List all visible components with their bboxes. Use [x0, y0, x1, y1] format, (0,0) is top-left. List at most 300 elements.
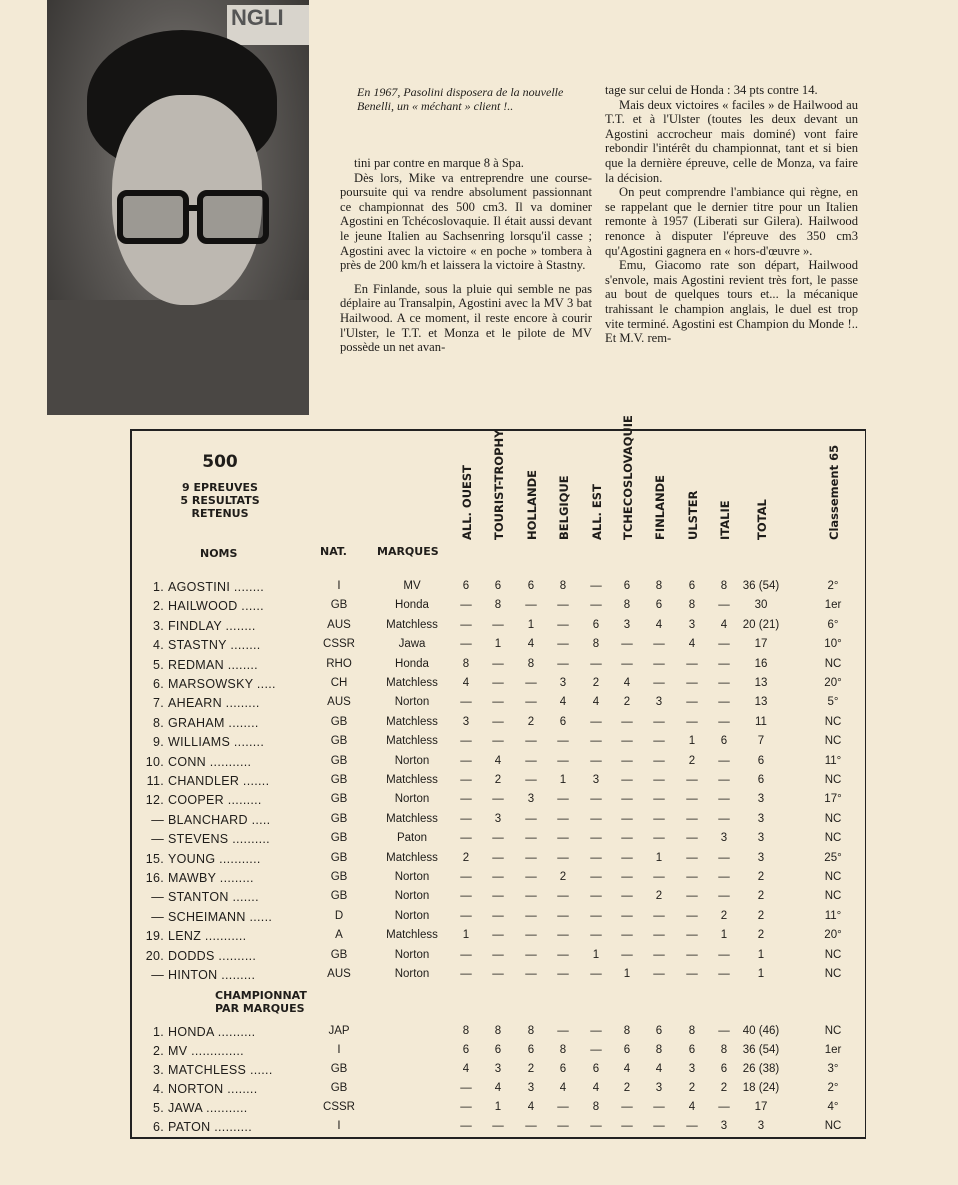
table-cell: — — [525, 890, 537, 903]
table-cell: NC — [824, 715, 842, 728]
table-cell: 3 — [688, 1063, 696, 1075]
class-title: 500 — [202, 452, 238, 472]
marque-name: NORTON ........ — [168, 1082, 258, 1096]
table-cell: 11 — [755, 715, 767, 728]
table-cell: — — [621, 774, 633, 786]
table-cell: 6 — [655, 599, 663, 612]
table-cell: 30 — [754, 599, 768, 612]
table-cell: 2 — [757, 871, 765, 883]
table-cell: 3 — [527, 1082, 535, 1094]
table-cell: Matchless — [386, 618, 438, 631]
table-cell: — — [525, 871, 537, 883]
table-cell: 6. — [152, 1120, 164, 1134]
table-cell: — — [653, 812, 665, 825]
table-cell: 6 — [688, 580, 696, 592]
table-cell: 4 — [688, 638, 696, 651]
table-cell: Honda — [395, 599, 429, 612]
table-cell: 2° — [827, 1082, 839, 1094]
table-cell: 16 — [754, 657, 768, 670]
column-header: TOURIST-TROPHY — [492, 429, 506, 540]
table-cell: 3. — [152, 1063, 164, 1077]
table-cell: — — [151, 832, 164, 847]
table-cell: GB — [330, 948, 348, 961]
table-cell: 3 — [720, 832, 728, 845]
table-cell: — — [590, 754, 602, 767]
table-cell: Norton — [394, 909, 430, 922]
table-cell: — — [557, 968, 569, 980]
table-cell: 25° — [824, 851, 842, 864]
table-cell: Matchless — [386, 851, 438, 864]
table-cell: — — [718, 968, 730, 980]
table-cell: — — [557, 832, 569, 845]
table-cell: 4 — [623, 677, 631, 689]
table-cell: 3 — [527, 793, 535, 806]
table-cell: 3 — [655, 696, 663, 709]
table-cell: — — [151, 909, 164, 924]
table-cell: 1 — [688, 735, 696, 748]
rider-name: CHANDLER ....... — [168, 774, 270, 788]
table-cell: — — [557, 1120, 569, 1132]
table-cell: — — [686, 774, 698, 786]
table-cell: 8. — [152, 715, 164, 730]
table-cell: 17 — [754, 638, 768, 651]
table-cell: 20 (21) — [742, 618, 780, 631]
table-cell: — — [460, 696, 472, 709]
table-cell: 8 — [462, 657, 470, 670]
table-cell: GB — [330, 599, 348, 612]
table-cell: — — [525, 968, 537, 980]
table-cell: 6 — [559, 715, 567, 728]
table-cell: — — [492, 832, 504, 845]
table-cell: — — [492, 657, 504, 670]
table-cell: 26 (38) — [742, 1063, 780, 1075]
table-cell: 8 — [655, 1044, 663, 1056]
table-cell: — — [525, 812, 537, 825]
marque-name: JAWA ........... — [168, 1101, 248, 1115]
table-cell: 4 — [462, 1063, 470, 1075]
table-cell: — — [621, 1101, 633, 1113]
table-cell: — — [525, 774, 537, 786]
marque-name: MATCHLESS ...... — [168, 1063, 273, 1077]
table-cell: 6 — [494, 580, 502, 592]
table-cell: 16. — [145, 871, 164, 885]
rider-name: STANTON ....... — [168, 890, 259, 905]
table-cell: — — [492, 793, 504, 806]
table-cell: 10° — [824, 638, 842, 651]
table-cell: — — [492, 1120, 504, 1132]
table-cell: — — [621, 793, 633, 806]
table-cell: GB — [330, 871, 348, 883]
table-cell: — — [686, 696, 698, 709]
table-cell: — — [653, 1101, 665, 1113]
rider-name: STASTNY ........ — [168, 638, 261, 653]
table-cell: — — [621, 929, 633, 942]
column-header: ALL. OUEST — [460, 464, 474, 540]
table-cell: 4. — [152, 638, 164, 653]
table-cell: Norton — [394, 968, 430, 980]
table-cell: 4 — [655, 1063, 663, 1075]
table-cell: 12. — [145, 793, 164, 808]
table-cell: — — [460, 1101, 472, 1113]
table-cell: I — [337, 1044, 341, 1056]
table-cell: AUS — [327, 618, 351, 631]
table-cell: 2 — [592, 677, 600, 689]
table-cell: 1. — [152, 580, 164, 594]
table-cell: 6 — [527, 1044, 535, 1056]
table-cell: — — [460, 909, 472, 922]
rider-name: HINTON ......... — [168, 968, 256, 982]
table-cell: — — [557, 1025, 569, 1037]
table-cell: 8 — [688, 599, 696, 612]
table-cell: — — [525, 851, 537, 864]
table-cell: — — [557, 909, 569, 922]
table-cell: — — [525, 909, 537, 922]
table-cell: — — [718, 754, 730, 767]
rider-name: AHEARN ......... — [168, 696, 260, 711]
table-cell: — — [590, 909, 602, 922]
table-cell: 2 — [494, 774, 502, 786]
table-cell: — — [621, 832, 633, 845]
paragraph: Dès lors, Mike va entreprendre une course-poursuite qui va rendre absolument passionnant ce championnat des 500 cm3. Il va dominer Agostini en Tchécoslovaquie. Il était aussi devant le jeune Italien au Sachsenring lorsqu'il casse ; Agostini avec la victoire « en poche » tombera à près de 200 km/h et laissera la victoire à Stastny. — [340, 170, 592, 273]
table-cell: Matchless — [386, 812, 438, 825]
table-cell: 3 — [757, 1120, 765, 1132]
table-cell: 40 (46) — [742, 1025, 780, 1037]
table-cell: 4 — [462, 677, 470, 689]
table-cell: 6. — [152, 677, 164, 691]
table-cell: 8 — [559, 1044, 567, 1056]
table-cell: — — [492, 909, 504, 922]
table-cell: 17° — [824, 793, 842, 806]
table-cell: Norton — [394, 871, 430, 883]
table-cell: — — [621, 909, 633, 922]
table-cell: — — [557, 793, 569, 806]
table-cell: 8 — [688, 1025, 696, 1037]
table-cell: — — [590, 812, 602, 825]
table-cell: — — [686, 871, 698, 883]
table-cell: 36 (54) — [742, 1044, 780, 1056]
table-cell: — — [653, 657, 665, 670]
table-cell: Honda — [395, 657, 429, 670]
table-cell: — — [718, 715, 730, 728]
table-cell: 3 — [494, 1063, 502, 1075]
table-cell: — — [460, 812, 472, 825]
table-cell: 4. — [152, 1082, 164, 1096]
table-cell: — — [621, 890, 633, 903]
rider-name: REDMAN ........ — [168, 657, 258, 672]
table-cell: — — [686, 909, 698, 922]
table-cell: — — [557, 735, 569, 748]
table-cell: 3 — [462, 715, 470, 728]
table-cell: — — [718, 871, 730, 883]
table-cell: MV — [403, 580, 421, 592]
table-cell: — — [686, 968, 698, 980]
table-cell: 1 — [559, 774, 567, 786]
table-cell: — — [492, 696, 504, 709]
table-cell: — — [621, 735, 633, 748]
table-cell: 6 — [720, 1063, 728, 1075]
glasses-bridge — [187, 205, 199, 211]
table-cell: 9. — [152, 735, 164, 750]
table-cell: — — [525, 599, 537, 612]
table-cell: Matchless — [386, 735, 438, 748]
table-cell: — — [653, 735, 665, 748]
table-cell: Matchless — [386, 677, 438, 689]
table-cell: 1 — [592, 948, 600, 961]
shirt — [47, 300, 309, 415]
table-cell: 2 — [688, 1082, 696, 1094]
table-cell: — — [460, 599, 472, 612]
table-cell: 6 — [592, 1063, 600, 1075]
table-cell: — — [718, 657, 730, 670]
table-cell: — — [590, 890, 602, 903]
table-cell: 1. — [152, 1025, 164, 1039]
table-cell: — — [525, 677, 537, 689]
table-cell: — — [525, 735, 537, 748]
table-cell: 6 — [688, 1044, 696, 1056]
paragraph: tage sur celui de Honda : 34 pts contre 14. — [605, 83, 818, 97]
rider-name: HAILWOOD ...... — [168, 599, 264, 614]
table-cell: 20. — [145, 948, 164, 963]
table-cell: 3 — [655, 1082, 663, 1094]
marque-name: PATON .......... — [168, 1120, 252, 1134]
table-cell: 4 — [527, 1101, 535, 1113]
table-cell: 2 — [623, 696, 631, 709]
table-cell: — — [653, 754, 665, 767]
table-cell: — — [460, 890, 472, 903]
table-cell: 11° — [824, 909, 842, 922]
table-cell: — — [557, 851, 569, 864]
table-cell: 6 — [623, 1044, 631, 1056]
table-cell: Matchless — [386, 774, 438, 786]
table-cell: — — [460, 618, 472, 631]
table-cell: 6 — [720, 735, 728, 748]
table-cell: NC — [824, 890, 842, 903]
table-cell: GB — [330, 793, 348, 806]
table-cell: 13 — [754, 696, 768, 709]
table-cell: — — [718, 677, 730, 689]
rider-name: SCHEIMANN ...... — [168, 909, 273, 924]
table-cell: Norton — [394, 754, 430, 767]
table-cell: Matchless — [386, 929, 438, 942]
table-cell: — — [557, 812, 569, 825]
table-cell: — — [525, 929, 537, 942]
column-header: FINLANDE — [653, 474, 667, 540]
table-cell: 2 — [559, 871, 567, 883]
table-cell: 6 — [527, 580, 535, 592]
table-cell: — — [151, 890, 164, 905]
table-cell: 3 — [757, 851, 765, 864]
table-cell: CH — [330, 677, 348, 689]
table-cell: — — [460, 638, 472, 651]
table-cell: CSSR — [323, 638, 355, 651]
table-cell: — — [686, 832, 698, 845]
table-cell: 2. — [152, 1044, 164, 1058]
table-cell: 2 — [527, 1063, 535, 1075]
table-cell: 2 — [623, 1082, 631, 1094]
table-cell: 6 — [757, 774, 765, 786]
table-cell: 2 — [757, 909, 765, 922]
table-cell: — — [718, 1025, 730, 1037]
marque-name: MV .............. — [168, 1044, 244, 1058]
table-cell: RHO — [326, 657, 352, 670]
table-cell: 2 — [655, 890, 663, 903]
table-cell: 1 — [757, 968, 765, 980]
table-cell: — — [492, 890, 504, 903]
paragraph: Emu, Giacomo rate son départ, Hailwood s'envole, mais Agostini revient très fort, le passe au bout de quelques tours et... la mécanique trahissant le champion anglais, le duel est trop vite terminé. Agostini est Champion du Monde !.. Et M.V. rem- — [605, 258, 858, 346]
table-cell: NC — [824, 812, 842, 825]
table-cell: — — [151, 968, 164, 982]
table-cell: — — [718, 1101, 730, 1113]
table-cell: Norton — [394, 890, 430, 903]
table-cell: 1 — [494, 638, 502, 651]
table-cell: 11° — [824, 754, 842, 767]
table-cell: — — [557, 890, 569, 903]
table-cell: — — [557, 657, 569, 670]
table-cell: JAP — [328, 1025, 350, 1037]
glasses-left — [117, 190, 189, 244]
table-cell: — — [686, 812, 698, 825]
table-cell: — — [653, 968, 665, 980]
table-cell: — — [621, 657, 633, 670]
table-cell: — — [492, 715, 504, 728]
table-cell: — — [492, 851, 504, 864]
background-sign: NGLI — [227, 5, 309, 45]
table-cell: 4 — [688, 1101, 696, 1113]
table-cell: — — [590, 735, 602, 748]
table-cell: 4 — [527, 638, 535, 651]
table-cell: 8 — [720, 1044, 728, 1056]
marques-title-2: PAR MARQUES — [215, 1002, 305, 1015]
table-cell: — — [718, 890, 730, 903]
table-cell: 6 — [559, 1063, 567, 1075]
rider-name: MAWBY ......... — [168, 871, 254, 885]
table-cell: — — [557, 618, 569, 631]
photo-caption: En 1967, Pasolini disposera de la nouvelle Benelli, un « méchant » client !.. — [357, 85, 564, 113]
table-cell: — — [460, 774, 472, 786]
table-cell: — — [590, 1025, 602, 1037]
table-cell: GB — [330, 812, 348, 825]
rider-name: FINDLAY ........ — [168, 618, 256, 633]
table-cell: — — [686, 715, 698, 728]
table-cell: — — [718, 812, 730, 825]
rider-name: AGOSTINI ........ — [168, 580, 265, 594]
table-cell: — — [460, 948, 472, 961]
table-cell: — — [653, 774, 665, 786]
table-cell: Norton — [394, 948, 430, 961]
table-cell: — — [621, 812, 633, 825]
rider-name: GRAHAM ........ — [168, 715, 259, 730]
table-cell: 2 — [688, 754, 696, 767]
table-cell: — — [686, 851, 698, 864]
table-cell: — — [621, 871, 633, 883]
paragraph: tini par contre en marque 8 à Spa. — [354, 156, 524, 170]
table-cell: GB — [330, 1063, 348, 1075]
table-cell: — — [653, 638, 665, 651]
table-cell: 1 — [655, 851, 663, 864]
table-cell: D — [334, 909, 344, 922]
table-cell: GB — [330, 851, 348, 864]
table-cell: 4 — [592, 1082, 600, 1094]
table-cell: NC — [824, 871, 842, 883]
table-cell: 8 — [655, 580, 663, 592]
table-cell: 2 — [757, 929, 765, 942]
table-cell: Norton — [394, 793, 430, 806]
table-cell: 1er — [824, 599, 842, 612]
header-nat: NAT. — [320, 545, 347, 558]
table-cell: NC — [824, 832, 842, 845]
table-cell: — — [460, 968, 472, 980]
table-cell: 1 — [720, 929, 728, 942]
table-cell: 6 — [462, 580, 470, 592]
table-cell: — — [621, 1120, 633, 1132]
table-cell: — — [653, 715, 665, 728]
table-cell: Norton — [394, 696, 430, 709]
table-cell: 2 — [720, 1082, 728, 1094]
table-cell: 2 — [720, 909, 728, 922]
rider-name: DODDS .......... — [168, 948, 257, 963]
table-cell: GB — [330, 735, 348, 748]
table-cell: — — [621, 851, 633, 864]
rider-name: STEVENS .......... — [168, 832, 270, 847]
table-cell: 36 (54) — [742, 580, 780, 592]
table-cell: 5. — [152, 1101, 164, 1115]
table-cell: 1 — [623, 968, 631, 980]
column-header: HOLLANDE — [525, 470, 539, 540]
table-cell: 8 — [720, 580, 728, 592]
table-cell: — — [621, 948, 633, 961]
table-cell: — — [492, 618, 504, 631]
table-cell: 1er — [824, 1044, 842, 1056]
table-cell: 3 — [494, 812, 502, 825]
subtitle-2: 5 RESULTATS — [180, 494, 260, 507]
table-cell: GB — [330, 754, 348, 767]
table-cell: — — [718, 793, 730, 806]
table-cell: 13 — [754, 677, 768, 689]
rider-name: LENZ ........... — [168, 929, 247, 944]
table-cell: 3 — [623, 618, 631, 631]
marques-title-1: CHAMPIONNAT — [215, 989, 307, 1002]
table-cell: 2° — [827, 580, 839, 592]
table-cell: 5° — [827, 696, 839, 709]
table-cell: I — [337, 580, 341, 592]
table-cell: 4 — [494, 1082, 502, 1094]
table-cell: 4 — [494, 754, 502, 767]
table-cell: 8 — [623, 1025, 631, 1037]
table-cell: — — [525, 1120, 537, 1132]
table-cell: — — [460, 793, 472, 806]
table-cell: — — [653, 793, 665, 806]
table-cell: — — [653, 909, 665, 922]
table-cell: NC — [824, 948, 842, 961]
table-cell: 3 — [757, 793, 765, 806]
table-cell: 20° — [824, 929, 842, 942]
rider-name: YOUNG ........... — [168, 851, 261, 866]
table-cell: NC — [824, 735, 842, 748]
table-cell: 8 — [623, 599, 631, 612]
table-cell: — — [590, 832, 602, 845]
table-cell: 5. — [152, 657, 164, 672]
table-cell: GB — [330, 774, 348, 786]
table-cell: 8 — [559, 580, 567, 592]
table-cell: — — [718, 774, 730, 786]
table-cell: 2 — [757, 890, 765, 903]
table-cell: 18 (24) — [742, 1082, 780, 1094]
table-cell: — — [718, 696, 730, 709]
subtitle-3: RETENUS — [191, 507, 249, 520]
table-cell: — — [557, 1101, 569, 1113]
table-cell: — — [590, 580, 602, 592]
table-cell: — — [525, 696, 537, 709]
